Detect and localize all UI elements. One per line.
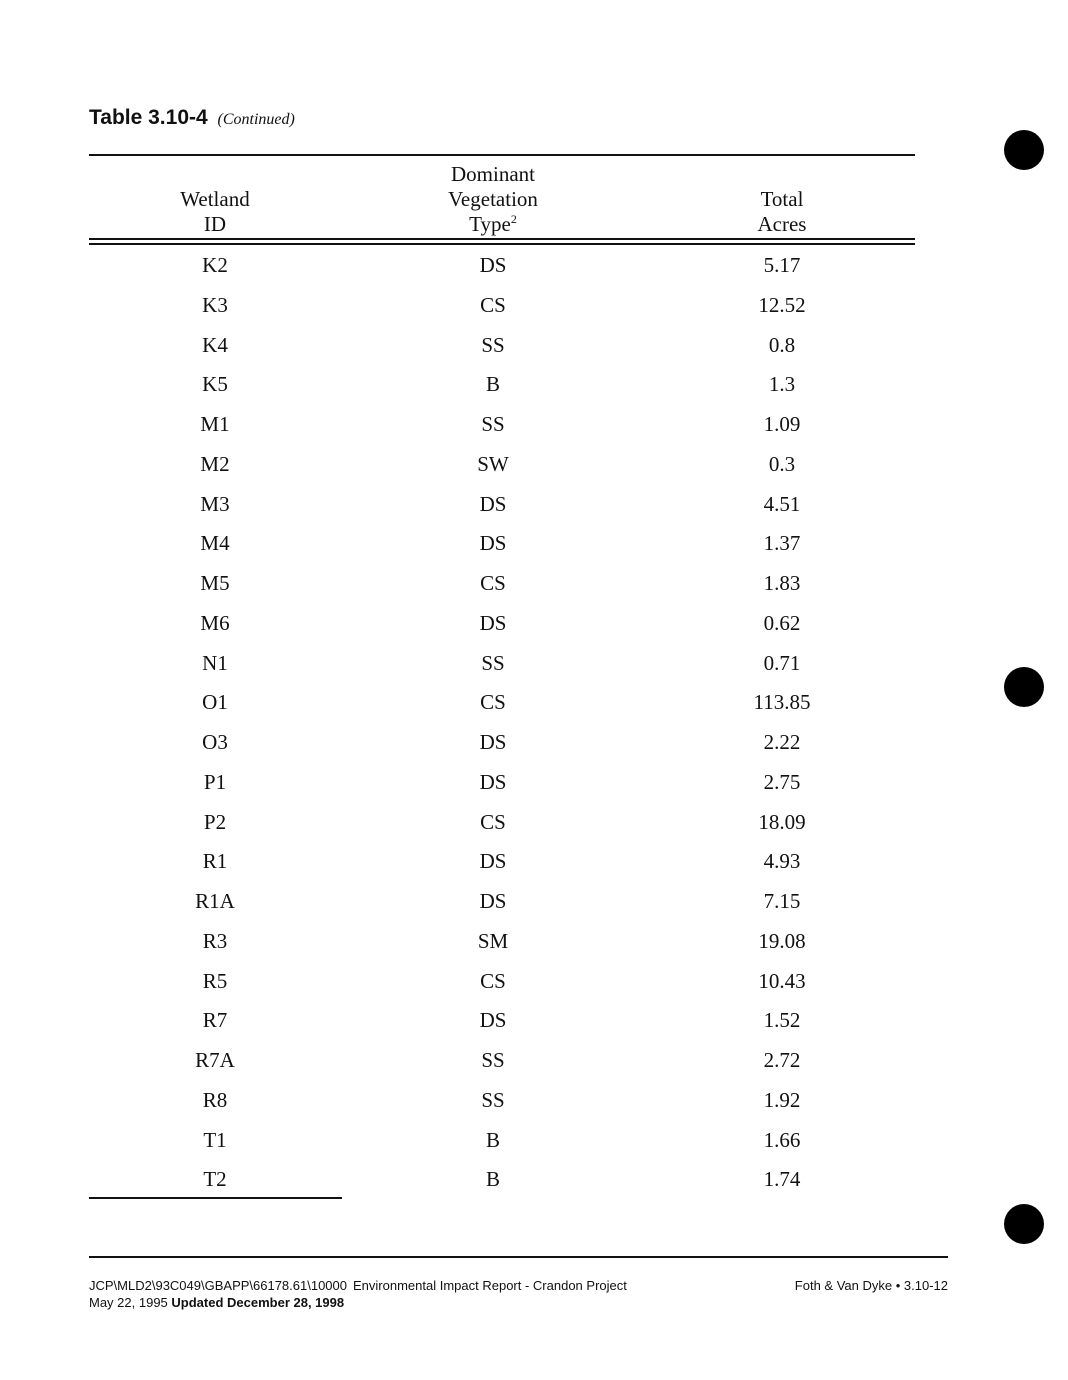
footer-line2 [89,1294,627,1311]
header-vegetation-type-label: Type [469,212,511,236]
table-row [89,849,915,889]
cell-total-acres: 4.93 [763,849,801,874]
cell-vegetation-type: CS [480,292,506,317]
footer-report-title: Environmental Impact Report - Crandon Project [353,1278,627,1293]
cell-wetland-id: R1A [195,889,235,913]
cell-total-acres: 2.22 [763,730,801,754]
table-bottom-rule [89,1197,342,1199]
header-vegetation-type [373,162,613,237]
header-wetland-id-line1: Wetland [180,187,250,211]
cell-wetland-id: O3 [202,730,228,754]
table-row [89,1128,915,1168]
cell-wetland-id: R8 [202,1087,228,1112]
cell-wetland-id: M5 [200,571,230,595]
cell-wetland-id: N1 [202,650,228,675]
cell-total-acres: 10.43 [758,968,806,993]
cell-vegetation-type: CS [480,809,506,834]
table-title [89,106,295,130]
cell-total-acres: 1.74 [763,1167,801,1192]
cell-total-acres: 0.3 [768,451,796,476]
cell-wetland-id: R7 [202,1008,228,1033]
cell-total-acres: 4.51 [763,491,801,516]
cell-vegetation-type: SS [481,1048,505,1072]
header-footnote-marker: 2 [510,212,517,226]
cell-wetland-id: O1 [202,690,228,715]
table-top-rule [89,154,915,156]
cell-vegetation-type: DS [479,730,507,754]
binder-hole-bottom [1004,1204,1044,1244]
cell-wetland-id: M6 [200,610,230,635]
cell-vegetation-type: B [485,1167,500,1192]
header-vegetation-line2: Vegetation [448,187,538,211]
footer-page-number: 3.10-12 [903,1278,948,1293]
header-wetland-id [95,187,335,237]
footer-left [89,1277,627,1311]
table-row [89,730,915,770]
cell-total-acres: 0.8 [768,332,796,357]
cell-wetland-id: P2 [203,809,227,834]
footer-updated-date: Updated December 28, 1998 [171,1295,345,1310]
cell-vegetation-type: CS [480,968,506,993]
cell-vegetation-type: B [485,372,500,397]
cell-total-acres: 19.08 [758,928,806,953]
cell-total-acres: 2.75 [763,769,801,794]
footer-file-path: JCP\MLD2\93C049\GBAPP\66178.61\10000 [89,1278,348,1293]
footer-date: May 22, 1995 [89,1295,168,1310]
cell-total-acres: 2.72 [763,1048,801,1072]
table-row [89,651,915,691]
table-row [89,611,915,651]
cell-vegetation-type: DS [479,769,507,794]
table-row [89,333,915,373]
cell-wetland-id: M1 [200,412,230,436]
table-row [89,293,915,333]
table-row [89,889,915,929]
table-row [89,372,915,412]
cell-vegetation-type: SS [481,1087,505,1112]
table-row [89,253,915,293]
cell-wetland-id: R7A [195,1048,235,1072]
header-total-acres-line1: Total [760,187,804,211]
header-total-acres [662,187,902,237]
cell-wetland-id: T1 [203,1127,227,1152]
cell-wetland-id: R1 [202,849,228,874]
cell-wetland-id: K2 [202,253,228,277]
table-row [89,929,915,969]
cell-vegetation-type: SW [477,451,509,476]
cell-vegetation-type: CS [480,571,506,595]
table-title-suffix: (Continued) [217,111,295,128]
cell-total-acres: 7.15 [763,889,801,913]
table-row [89,770,915,810]
table-row [89,690,915,730]
cell-total-acres: 1.83 [763,571,801,595]
table-row [89,571,915,611]
header-vegetation-line3 [373,212,613,237]
footer-right [795,1277,948,1294]
cell-wetland-id: P1 [203,769,227,794]
cell-vegetation-type: SS [481,412,505,436]
table-row [89,1008,915,1048]
footer-company: Foth & Van Dyke [794,1278,893,1293]
binder-hole-top [1004,130,1044,170]
cell-vegetation-type: SS [481,650,505,675]
table-row [89,1088,915,1128]
cell-total-acres: 1.37 [763,531,801,556]
cell-vegetation-type: SS [481,332,505,357]
table-row [89,810,915,850]
cell-wetland-id: K3 [202,292,228,317]
cell-wetland-id: K4 [202,332,228,357]
table-body [89,253,915,1207]
cell-vegetation-type: DS [479,889,507,913]
cell-total-acres: 1.09 [763,412,801,436]
cell-vegetation-type: B [485,1127,500,1152]
cell-vegetation-type: DS [479,491,507,516]
cell-total-acres: 0.71 [763,650,801,675]
table-row [89,969,915,1009]
table-row [89,492,915,532]
table-row [89,531,915,571]
cell-wetland-id: M4 [200,531,230,556]
footer-bullet: • [895,1278,901,1293]
cell-wetland-id: R3 [202,928,228,953]
binder-hole-middle [1004,667,1044,707]
cell-vegetation-type: DS [479,253,507,277]
header-total-acres-line2: Acres [757,212,807,236]
cell-wetland-id: M2 [200,451,230,476]
cell-total-acres: 5.17 [763,253,801,277]
table-row [89,1048,915,1088]
header-wetland-id-line2: ID [203,212,227,236]
cell-vegetation-type: DS [479,610,507,635]
table-row [89,452,915,492]
cell-total-acres: 12.52 [758,292,806,317]
table-row [89,1167,915,1207]
header-vegetation-line1: Dominant [451,162,535,186]
cell-wetland-id: K5 [202,372,228,397]
cell-total-acres: 1.92 [763,1087,801,1112]
cell-total-acres: 0.62 [763,610,801,635]
cell-wetland-id: R5 [202,968,228,993]
cell-wetland-id: T2 [203,1167,227,1192]
cell-vegetation-type: DS [479,1008,507,1033]
cell-vegetation-type: CS [480,690,506,715]
table-row [89,412,915,452]
cell-total-acres: 113.85 [753,690,811,715]
cell-total-acres: 1.66 [763,1127,801,1152]
cell-wetland-id: M3 [200,491,230,516]
cell-total-acres: 1.52 [763,1008,801,1033]
cell-vegetation-type: DS [479,531,507,556]
footer-line1 [89,1277,627,1294]
cell-vegetation-type: SM [477,928,509,953]
cell-total-acres: 1.3 [768,372,796,397]
table-title-text: Table 3.10-4 [89,106,208,129]
table-header-double-rule [89,238,915,245]
cell-vegetation-type: DS [479,849,507,874]
cell-total-acres: 18.09 [758,809,806,834]
footer-rule [89,1256,948,1258]
